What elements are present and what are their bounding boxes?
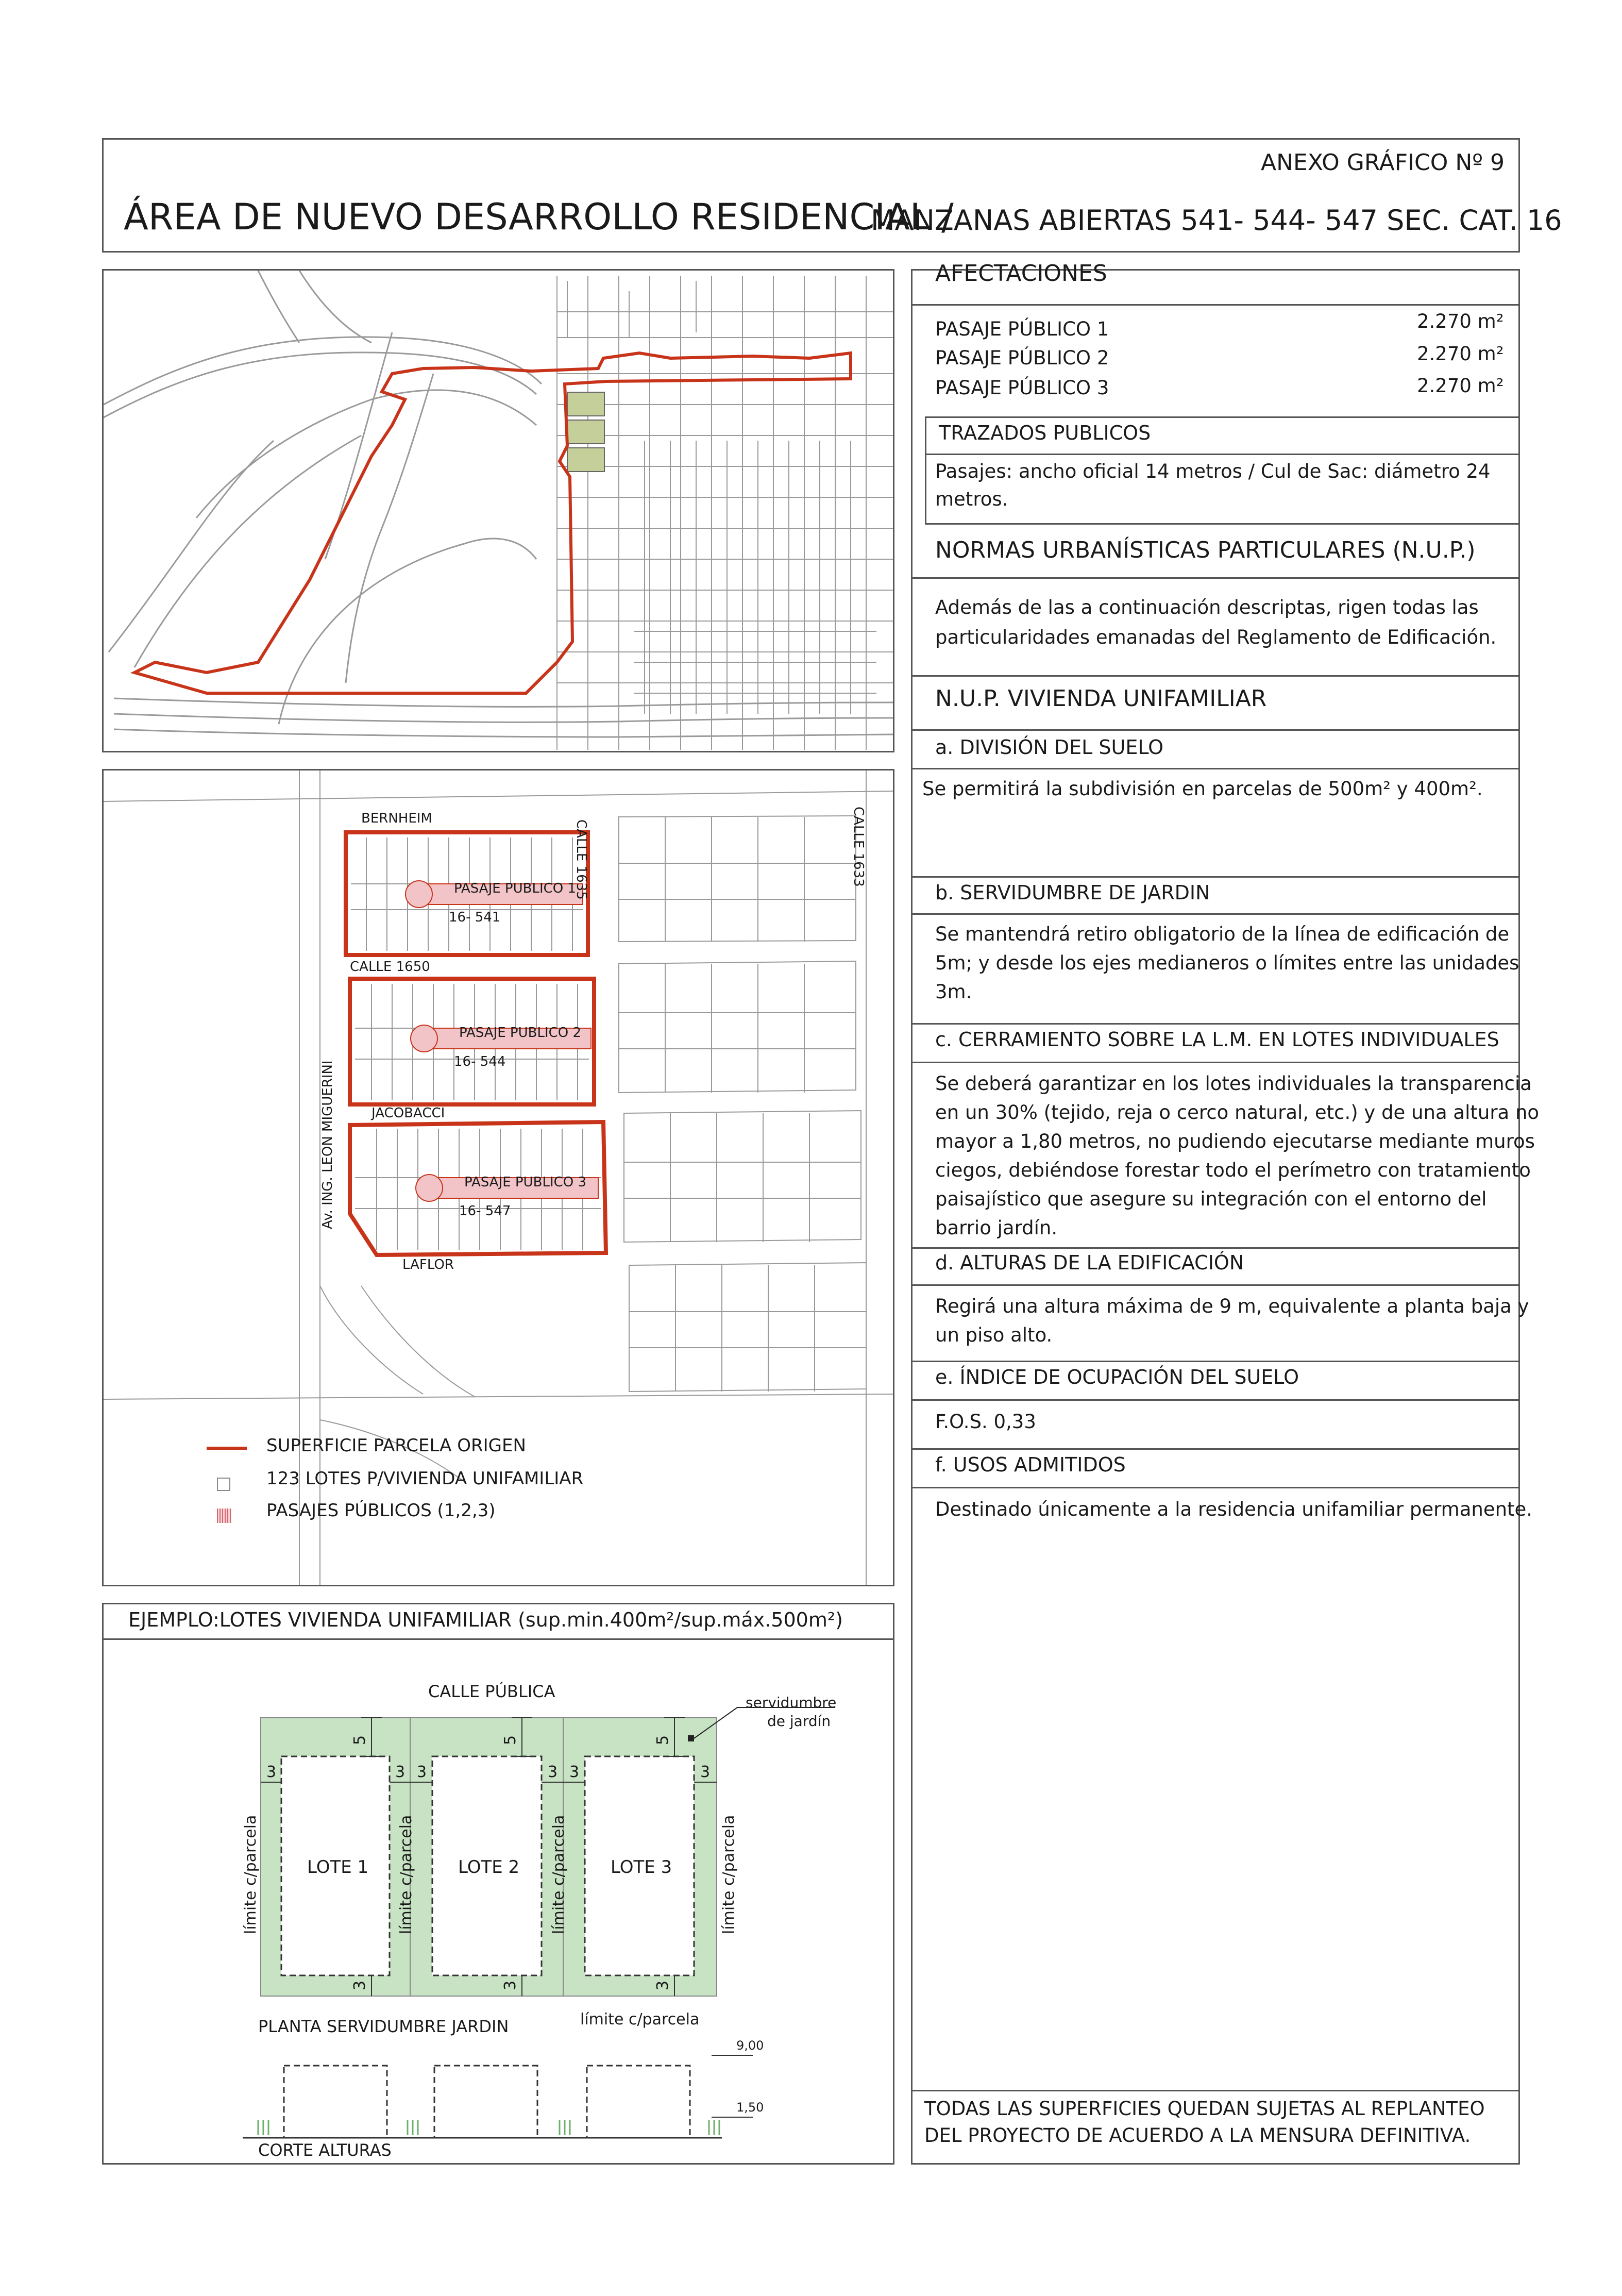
trazados-text-1: Pasajes: ancho oficial 14 metros / Cul de Sac: diámetro 24 bbox=[935, 460, 1491, 482]
legend-pasaje-swatch bbox=[217, 1509, 231, 1523]
divider-f bbox=[911, 1487, 1520, 1488]
block-code-541: 16- 541 bbox=[449, 910, 501, 925]
afectacion-2-label: PASAJE PÚBLICO 2 bbox=[935, 347, 1109, 369]
dim-3-c: 3 bbox=[417, 1763, 427, 1781]
dim-5-lot1: 5 bbox=[351, 1735, 369, 1746]
street-label-calle-1633: CALLE 1633 bbox=[851, 807, 866, 887]
divider-c-top bbox=[911, 1023, 1520, 1025]
divider-d bbox=[911, 1284, 1520, 1286]
section-c-text-4: ciegos, debiéndose forestar todo el perímetro con tratamiento bbox=[935, 1159, 1531, 1181]
block-544 bbox=[350, 979, 594, 1104]
block-code-547: 16- 547 bbox=[459, 1203, 511, 1219]
section-c-text-3: mayor a 1,80 metros, no pudiendo ejecutarse mediante muros bbox=[935, 1130, 1535, 1152]
limite-label-12: límite c/parcela bbox=[397, 1815, 415, 1934]
trazados-divider bbox=[925, 454, 1520, 455]
legend-lot-swatch bbox=[217, 1478, 230, 1491]
example-frame bbox=[102, 1603, 894, 2165]
afectacion-3-value: 2.270 m² bbox=[1417, 375, 1504, 397]
street-label-calle-1650: CALLE 1650 bbox=[350, 959, 430, 975]
street-label-bernheim: BERNHEIM bbox=[361, 811, 432, 826]
divider-e bbox=[911, 1399, 1520, 1401]
afectacion-2-value: 2.270 m² bbox=[1417, 343, 1504, 365]
dim-3-bottom-3: 3 bbox=[654, 1980, 672, 1991]
example-title: EJEMPLO:LOTES VIVIENDA UNIFAMILIAR (sup.min.400m²/sup.máx.500m²) bbox=[128, 1608, 843, 1631]
planta-label: PLANTA SERVIDUMBRE JARDIN bbox=[258, 2017, 509, 2036]
page-title: ÁREA DE NUEVO DESARROLLO RESIDENCIAL / bbox=[124, 196, 954, 238]
section-b-text-1: Se mantendrá retiro obligatorio de la línea de edificación de bbox=[935, 923, 1510, 945]
limite-label-left: límite c/parcela bbox=[242, 1815, 260, 1934]
afectacion-1-label: PASAJE PÚBLICO 1 bbox=[935, 318, 1109, 340]
divider-2 bbox=[911, 577, 1520, 579]
section-c-text-5: paisajístico que asegure su integración con el entorno del bbox=[935, 1188, 1487, 1210]
dim-3-bottom-2: 3 bbox=[501, 1980, 520, 1991]
divider-b-top bbox=[911, 876, 1520, 878]
height-900: 9,00 bbox=[736, 2038, 764, 2053]
legend bbox=[207, 1435, 670, 1538]
limite-bottom-label: límite c/parcela bbox=[580, 2010, 700, 2029]
block-plan-frame bbox=[102, 769, 894, 1586]
section-f-text: Destinado únicamente a la residencia unifamiliar permanente. bbox=[935, 1498, 1533, 1520]
servidumbre-label-2: de jardín bbox=[767, 1713, 831, 1730]
section-c-text-1: Se deberá garantizar en los lotes individuales la transparencia bbox=[935, 1072, 1532, 1095]
section-d-text-1: Regirá una altura máxima de 9 m, equivalente a planta baja y bbox=[935, 1295, 1529, 1317]
legend-label-lotes: 123 LOTES P/VIVIENDA UNIFAMILIAR bbox=[266, 1468, 584, 1489]
section-b-title: b. SERVIDUMBRE DE JARDIN bbox=[935, 881, 1210, 904]
lot-1-label: LOTE 1 bbox=[307, 1857, 369, 1878]
street-label-calle-1635: CALLE 1635 bbox=[573, 819, 589, 900]
annex-number: ANEXO GRÁFICO Nº 9 bbox=[1261, 149, 1505, 176]
section-d-title: d. ALTURAS DE LA EDIFICACIÓN bbox=[935, 1251, 1244, 1274]
nup-text-1: Además de las a continuación descriptas, rigen todas las bbox=[935, 596, 1479, 618]
legend-label-pasajes: PASAJES PÚBLICOS (1,2,3) bbox=[266, 1500, 496, 1521]
location-map-frame bbox=[102, 269, 894, 752]
dim-3-e: 3 bbox=[569, 1763, 580, 1781]
dim-5-lot2: 5 bbox=[501, 1735, 520, 1746]
section-c-text-2: en un 30% (tejido, reja o cerco natural, etc.) y de una altura no bbox=[935, 1101, 1540, 1124]
dim-3-b: 3 bbox=[395, 1763, 406, 1781]
divider-e-top bbox=[911, 1361, 1520, 1362]
corte-label: CORTE ALTURAS bbox=[258, 2140, 392, 2160]
afectacion-3-label: PASAJE PÚBLICO 3 bbox=[935, 377, 1109, 399]
limite-label-right: límite c/parcela bbox=[720, 1815, 738, 1934]
street-label-laflor: LAFLOR bbox=[402, 1257, 454, 1272]
street-label-avenida: Av. ING. LEON MIGUERINI bbox=[320, 1060, 335, 1229]
divider-d-top bbox=[911, 1247, 1520, 1249]
section-a-text: Se permitirá la subdivisión en parcelas de 500m² y 400m². bbox=[922, 778, 1483, 800]
dim-5-lot3: 5 bbox=[654, 1735, 672, 1746]
nup-title: NORMAS URBANÍSTICAS PARTICULARES (N.U.P.) bbox=[935, 537, 1476, 563]
section-e-text: F.O.S. 0,33 bbox=[935, 1411, 1036, 1433]
block-code-544: 16- 544 bbox=[454, 1054, 506, 1069]
section-f-title: f. USOS ADMITIDOS bbox=[935, 1453, 1126, 1476]
section-d-text-2: un piso alto. bbox=[935, 1324, 1053, 1346]
dim-3-d: 3 bbox=[548, 1763, 558, 1781]
divider-3 bbox=[911, 675, 1520, 677]
vivienda-title: N.U.P. VIVIENDA UNIFAMILIAR bbox=[935, 685, 1267, 712]
divider-c bbox=[911, 1062, 1520, 1063]
pasaje-label-1: PASAJE PUBLICO 1 bbox=[454, 881, 577, 896]
calle-publica-label: CALLE PÚBLICA bbox=[428, 1682, 555, 1701]
footer-note-2: DEL PROYECTO DE ACUERDO A LA MENSURA DEFINITIVA. bbox=[924, 2124, 1471, 2147]
trazados-text-2: metros. bbox=[935, 488, 1008, 510]
afectaciones-title: AFECTACIONES bbox=[935, 260, 1107, 287]
dim-3-f: 3 bbox=[700, 1763, 711, 1781]
trazados-title: TRAZADOS PUBLICOS bbox=[939, 422, 1151, 444]
street-label-jacobacci: JACOBACCI bbox=[371, 1105, 445, 1121]
lots-diagram bbox=[104, 1604, 893, 2163]
height-150: 1,50 bbox=[736, 2100, 764, 2115]
lot-2-label: LOTE 2 bbox=[458, 1857, 520, 1878]
dim-3-bottom-1: 3 bbox=[351, 1980, 369, 1991]
location-map bbox=[104, 271, 893, 751]
legend-label-parcela: SUPERFICIE PARCELA ORIGEN bbox=[266, 1435, 526, 1456]
afectacion-1-value: 2.270 m² bbox=[1417, 310, 1504, 332]
limite-label-23: límite c/parcela bbox=[550, 1815, 568, 1934]
legend-line-swatch bbox=[207, 1447, 247, 1450]
dim-3-a: 3 bbox=[266, 1763, 277, 1781]
section-b-text-3: 3m. bbox=[935, 981, 972, 1003]
divider-footer bbox=[911, 2090, 1520, 2091]
section-b-text-2: 5m; y desde los ejes medianeros o límites entre las unidades bbox=[935, 952, 1519, 974]
lot-3-label: LOTE 3 bbox=[611, 1857, 672, 1878]
divider-4 bbox=[911, 729, 1520, 731]
pasaje-label-2: PASAJE PUBLICO 2 bbox=[459, 1025, 582, 1041]
pasaje-label-3: PASAJE PUBLICO 3 bbox=[464, 1175, 587, 1190]
divider-b bbox=[911, 913, 1520, 915]
section-c-text-6: barrio jardín. bbox=[935, 1217, 1058, 1239]
section-c-title: c. CERRAMIENTO SOBRE LA L.M. EN LOTES INDIVIDUALES bbox=[935, 1028, 1499, 1051]
divider-a bbox=[911, 768, 1520, 769]
nup-text-2: particularidades emanadas del Reglamento de Edificación. bbox=[935, 626, 1497, 648]
divider-1 bbox=[911, 304, 1520, 306]
section-a-title: a. DIVISIÓN DEL SUELO bbox=[935, 736, 1164, 759]
servidumbre-label-1: servidumbre bbox=[746, 1694, 837, 1711]
divider-f-top bbox=[911, 1448, 1520, 1450]
footer-note-1: TODAS LAS SUPERFICIES QUEDAN SUJETAS AL REPLANTEO bbox=[924, 2098, 1485, 2120]
page-subtitle: MANZANAS ABIERTAS 541- 544- 547 SEC. CAT. 16 bbox=[871, 204, 1562, 237]
section-e-title: e. ÍNDICE DE OCUPACIÓN DEL SUELO bbox=[935, 1366, 1299, 1388]
